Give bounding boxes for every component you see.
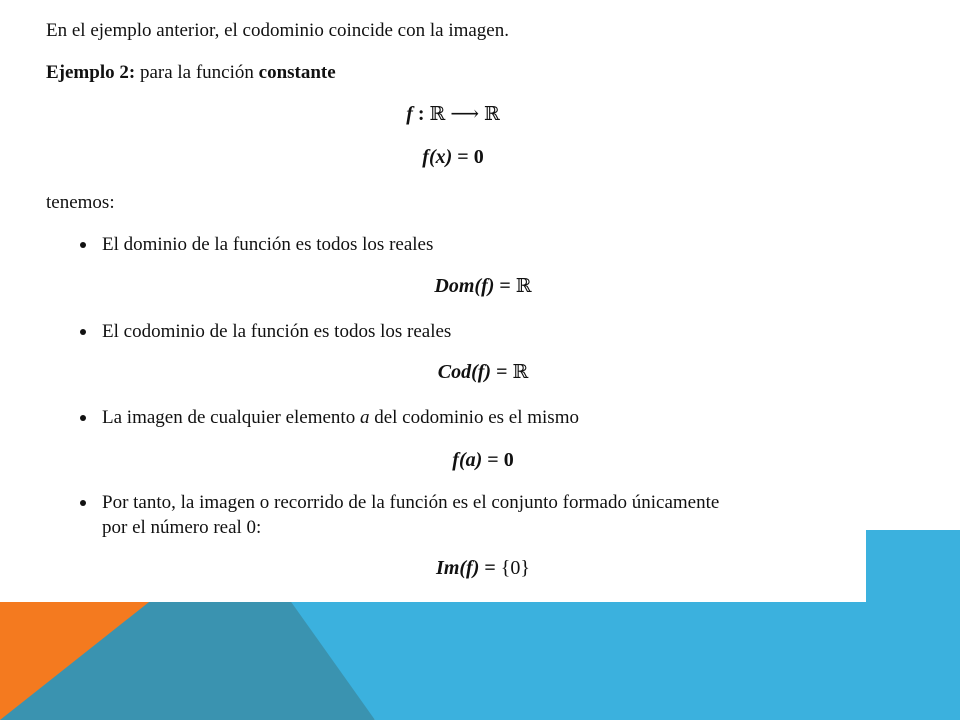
tenemos-text: tenemos: — [46, 192, 115, 213]
equation-fa — [0, 450, 960, 470]
equation-map — [0, 104, 906, 124]
equation-dom — [0, 276, 960, 296]
eq-cod-rhs: ℝ — [512, 361, 529, 383]
eq-im-lhs: Im(f) — [436, 557, 480, 579]
equation-im — [0, 558, 960, 578]
example-heading — [46, 63, 336, 82]
equation-cod — [0, 362, 960, 382]
bullet-3-text — [102, 408, 579, 427]
eq-cod-lhs: Cod(f) — [437, 361, 492, 383]
bullet-2-text: El codominio de la función es todos los reales — [102, 321, 452, 342]
eq-fa-rhs: 0 — [503, 449, 514, 471]
bullet-3-text-pre: La imagen de cualquier elemento — [102, 407, 356, 428]
eq-map-f: f — [406, 103, 413, 125]
eq-map-domain: ℝ — [429, 103, 446, 125]
bullet-dot — [80, 329, 86, 335]
eq-map-codomain: ℝ — [484, 103, 500, 125]
eq-map-arrow: ⟶ — [450, 103, 479, 125]
eq-def-rhs: 0 — [473, 146, 484, 168]
example-label: Ejemplo 2: — [46, 62, 136, 83]
bullet-dot — [80, 500, 86, 506]
eq-cod-sign: = — [496, 361, 508, 383]
eq-dom-lhs: Dom(f) — [434, 275, 495, 297]
eq-dom-sign: = — [499, 275, 511, 297]
bullet-4-line2: por el número real 0: — [102, 517, 262, 538]
eq-fa-lhs: f(a) — [452, 449, 483, 471]
bullet-4-line1: Por tanto, la imagen o recorrido de la función es el conjunto formado únicamente — [102, 492, 720, 513]
equation-def — [0, 147, 906, 167]
bullet-3-var: a — [359, 407, 370, 428]
bullet-dot — [80, 242, 86, 248]
example-text: para la función — [139, 62, 254, 83]
eq-map-colon: : — [417, 103, 425, 125]
intro-text: En el ejemplo anterior, el codominio coincide con la imagen. — [46, 20, 509, 41]
eq-dom-rhs: ℝ — [515, 275, 532, 297]
eq-fa-sign: = — [487, 449, 499, 471]
eq-def-lhs: f(x) — [422, 146, 453, 168]
bullet-1-text: El dominio de la función es todos los reales — [102, 234, 434, 255]
bullet-3-text-post: del codominio es el mismo — [374, 407, 579, 428]
bullet-dot — [80, 415, 86, 421]
eq-im-sign: = — [484, 557, 496, 579]
eq-im-rhs: {0} — [500, 557, 530, 579]
eq-def-eq: = — [457, 146, 469, 168]
example-keyword: constante — [258, 62, 336, 83]
